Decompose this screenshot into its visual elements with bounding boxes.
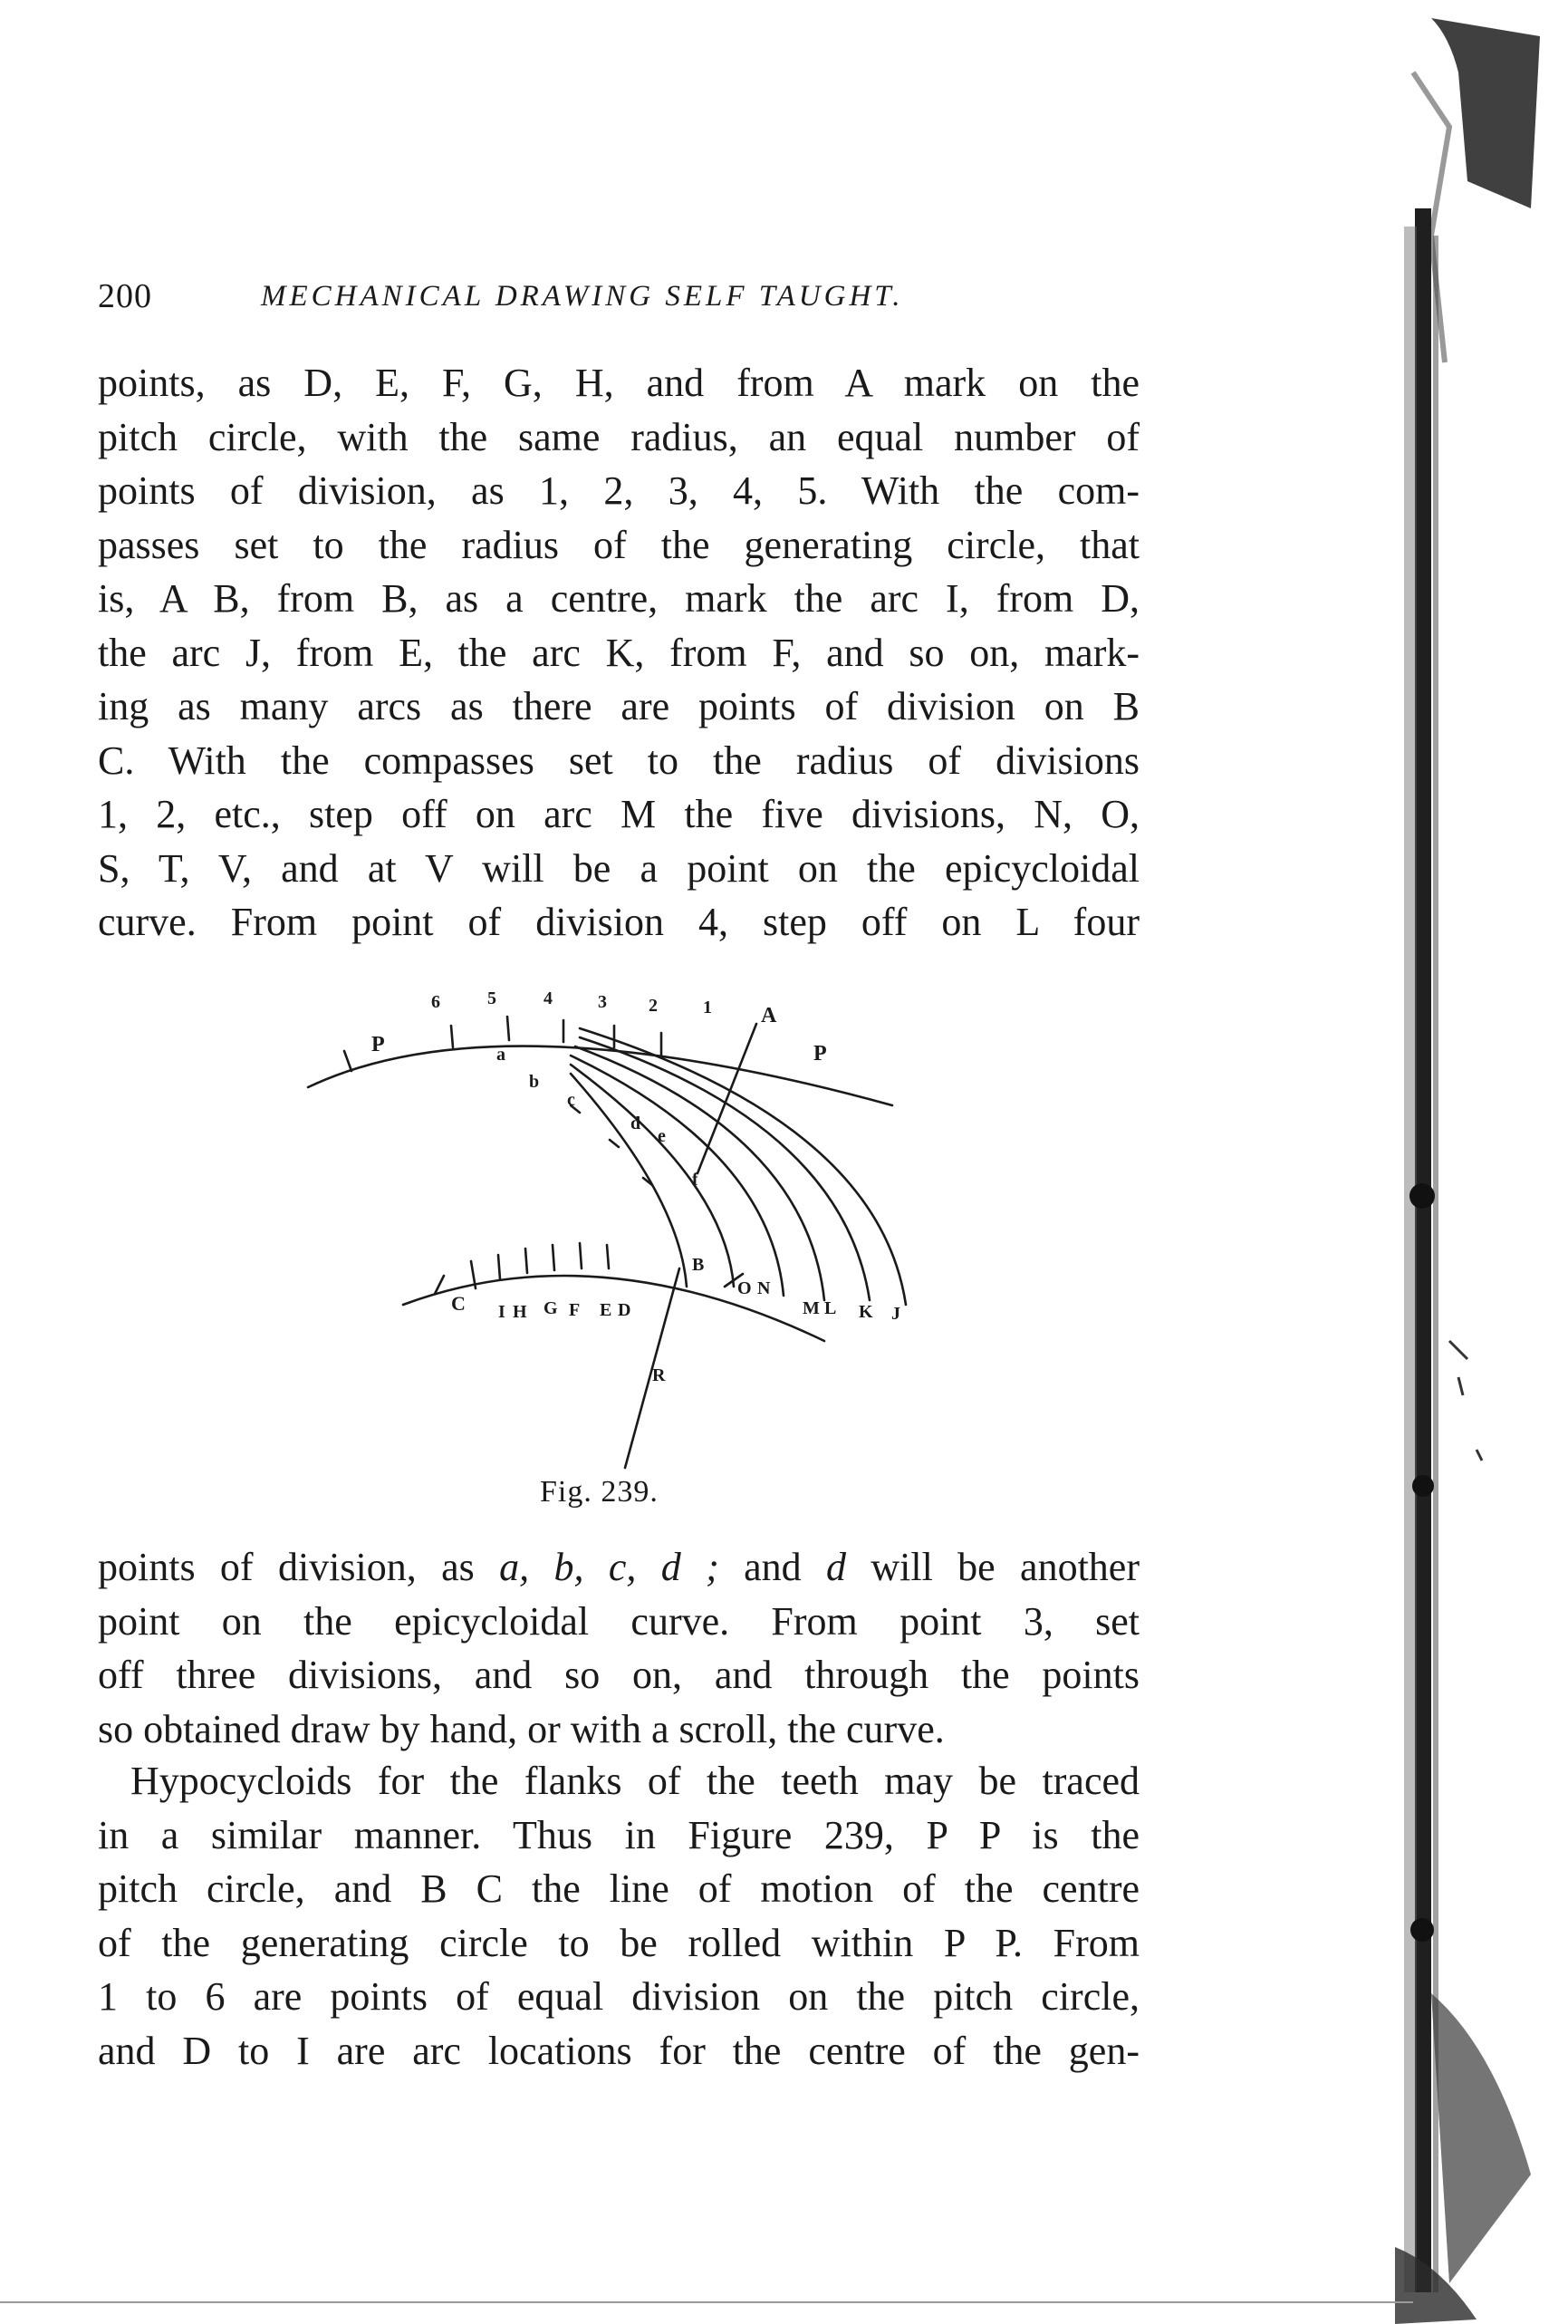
italic-b: b, [553,1545,584,1589]
label-d: d [630,1114,641,1133]
label-j: J [891,1304,900,1324]
label-o: O [737,1278,752,1298]
running-head: MECHANICAL DRAWING SELF TAUGHT. [261,280,904,313]
page-header [98,276,1140,331]
text-line: ing as many arcs as there are points of division on B [98,684,1140,728]
epicycloid-diagram [299,960,933,1486]
text-run: will be another [846,1545,1140,1589]
arc-n [571,1065,734,1287]
text-line: off three divisions, and so on, and through the points [98,1653,1140,1697]
label-p-left: P [371,1033,385,1056]
label-l: L [824,1298,837,1318]
tick-5 [451,1026,453,1047]
bottom-edge-line [0,2301,1413,2303]
italic-c: c, [608,1545,637,1589]
label-f: f [692,1170,698,1190]
text-line: 1 to 6 are points of equal division on the pitch circle, [98,1974,1140,2019]
tick-4 [507,1017,509,1040]
figure-caption: Fig. 239. [540,1475,659,1509]
text-run: and [718,1545,826,1589]
text-line: curve. From point of division 4, step off on L four [98,900,1140,944]
text-line: 1, 2, etc., step off on arc M the five divisions, N, O, [98,792,1140,836]
italic-d: d ; [660,1545,719,1589]
label-c: c [567,1090,575,1110]
tick-d [607,1245,609,1268]
pitch-circle [308,1046,892,1105]
italic-a: a, [499,1545,530,1589]
label-1: 1 [703,998,712,1017]
text-line: the arc J, from E, the arc K, from F, and so on, mark- [98,630,1140,675]
tick-g [525,1249,527,1273]
text-line: is, A B, from B, as a centre, mark the arc I, from D, [98,576,1140,621]
text-line: S, T, V, and at V will be a point on the epicycloidal [98,845,1140,891]
text-line: so obtained draw by hand, or with a scroll, the curve. [98,1706,945,1751]
paragraph-2 [98,1540,1140,1756]
italic-d: d [826,1545,846,1589]
label-4: 4 [544,988,553,1008]
label-h: H [513,1302,527,1322]
tick-h [498,1255,500,1279]
paragraph-1 [98,356,1140,950]
label-5: 5 [487,988,496,1008]
label-k: K [859,1302,873,1322]
label-f-upper: F [569,1300,581,1320]
text-run: points of division, as [98,1545,500,1589]
tick-f [553,1245,554,1270]
text-line: of the generating circle to be rolled within P P. From [98,1920,1140,1965]
label-i: I [498,1302,505,1322]
tick-6 [344,1051,351,1071]
arc-o [571,1074,687,1287]
label-n: N [757,1278,771,1298]
text-line: passes set to the radius of the generating circle, that [98,522,1140,567]
label-3: 3 [598,992,607,1012]
paragraph-3 [98,1754,1140,2078]
label-2: 2 [649,996,658,1016]
label-p-right: P [813,1042,827,1066]
label-a-upper: A [761,1004,777,1027]
label-b: b [529,1072,540,1092]
arc-k [580,1037,870,1300]
radius-line-ab [697,1024,756,1173]
text-line: points of division, as 1, 2, 3, 4, 5. With the com- [98,468,1140,513]
arc-m [571,1056,784,1296]
label-m: M [803,1298,820,1318]
label-e-upper: E [600,1300,612,1320]
text-line: and D to I are arc locations for the centre of the gen- [98,2028,1140,2073]
tick-e [580,1243,582,1268]
label-6: 6 [431,992,440,1012]
text-line: points, as D, E, F, G, H, and from A mark on the [98,361,1140,405]
text-line: pitch circle, and B C the line of motion of the centre [98,1866,1140,1911]
label-c-upper: C [451,1292,466,1315]
mark-e [610,1140,619,1147]
text-line: point on the epicycloidal curve. From point 3, set [98,1598,1140,1644]
label-g: G [544,1298,558,1318]
label-b-upper: B [692,1255,705,1275]
label-d-upper: D [618,1300,631,1320]
label-e: e [658,1126,666,1146]
label-r: R [652,1365,666,1385]
figure-239 [299,960,933,1486]
text-line: Hypocycloids for the flanks of the teeth may be traced [130,1759,1140,1803]
page-number: 200 [98,277,152,315]
text-line: C. With the compasses set to the radius of divisions [98,738,1140,783]
label-a: a [496,1045,505,1065]
book-binding-edge [1395,0,1568,2324]
text-line: in a similar manner. Thus in Figure 239, P P is the [98,1812,1140,1857]
text-line [98,1540,1140,1595]
text-line: pitch circle, with the same radius, an equal number of [98,414,1140,459]
